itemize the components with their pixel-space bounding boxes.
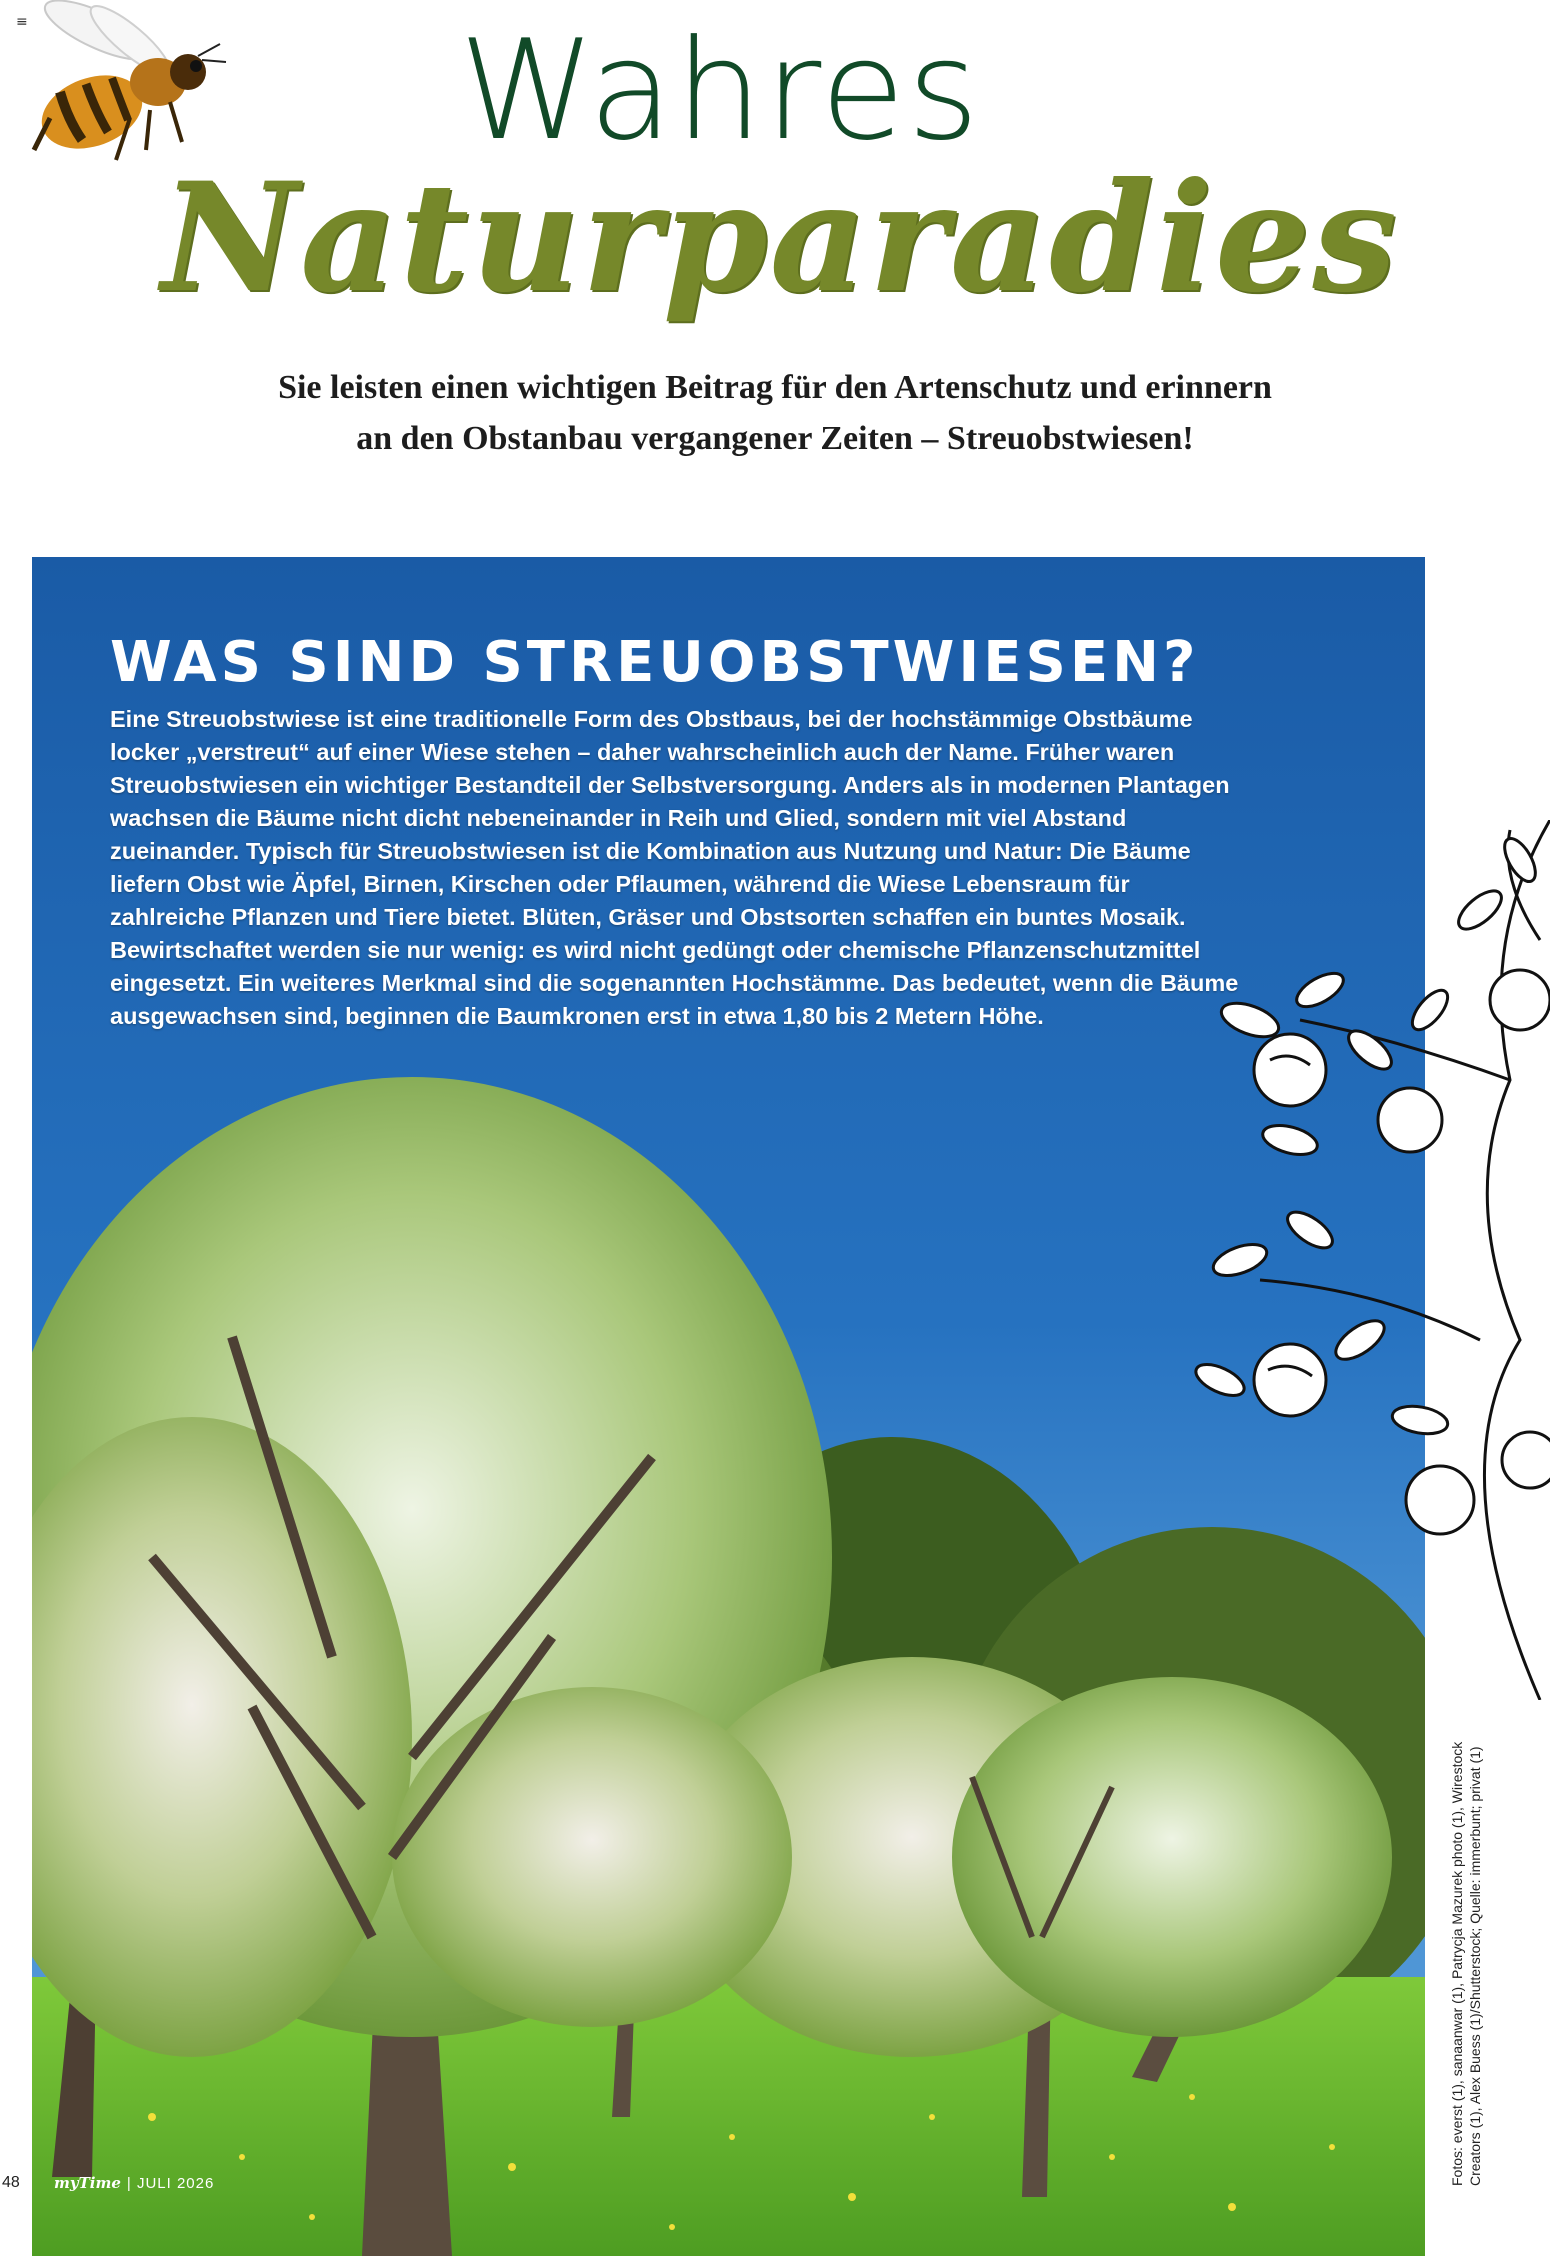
brand-logo: myTime <box>54 2174 121 2192</box>
subtitle-line-1: Sie leisten einen wichtigen Beitrag für den Artenschutz und erinnern <box>278 369 1272 406</box>
menu-icon: ≡ <box>16 14 28 30</box>
page-number: 48 <box>2 2174 20 2191</box>
page-footer <box>0 2172 214 2194</box>
article-heading: WAS SIND STREUOBSTWIESEN? <box>110 630 1200 695</box>
title-naturparadies: Naturparadies <box>161 150 1399 326</box>
article-box <box>110 630 1250 1033</box>
title-wahres: Wahres <box>458 10 982 171</box>
subtitle <box>130 362 1420 464</box>
article-body: Eine Streuobstwiese ist eine traditionelle Form des Obstbaus, bei der hochstämmige Obstbäume locker „verstreut“ auf einer Wiese stehen – daher wahrscheinlich auch der Name. Früher waren Streuobstwiesen ein wichtiger Bestandteil der Selbstversorgung. Anders als in modernen Plantagen wachsen die Bäume nicht dicht nebeneinander in Reih und Glied, sondern mit viel Abstand zueinander. Typisch für Streuobstwiesen ist die Kombination aus Nutzung und Natur: Die Bäume liefern Obst wie Äpfel, Birnen, Kirschen oder Pflaumen, während die Wiese Lebensraum für zahlreiche Pflanzen und Tiere bietet. Blüten, Gräser und Obstsorten schaffen ein buntes Mosaik. Bewirtschaftet werden sie nur wenig: es wird nicht gedüngt oder chemische Pflanzenschutzmittel eingesetzt. Ein weiteres Merkmal sind die sogenannten Hochstämme. Das bedeutet, wenn die Bäume ausgewachsen sind, beginnen die Baumkronen erst in etwa 1,80 bis 2 Metern Höhe. <box>110 706 1239 1029</box>
apple-branch-illustration <box>1180 820 1550 1700</box>
subtitle-line-2: an den Obstanbau vergangener Zeiten – Streuobstwiesen! <box>356 420 1194 457</box>
photo-credits: Fotos: everst (1), sanaanwar (1), Patrycja Mazurek photo (1), Wirestock Creators (1), Alex Buess (1)/Shutterstock; Quelle: immerbunt; privat (1) <box>1449 1741 1483 2186</box>
issue-date: | JULI 2026 <box>126 2174 215 2192</box>
